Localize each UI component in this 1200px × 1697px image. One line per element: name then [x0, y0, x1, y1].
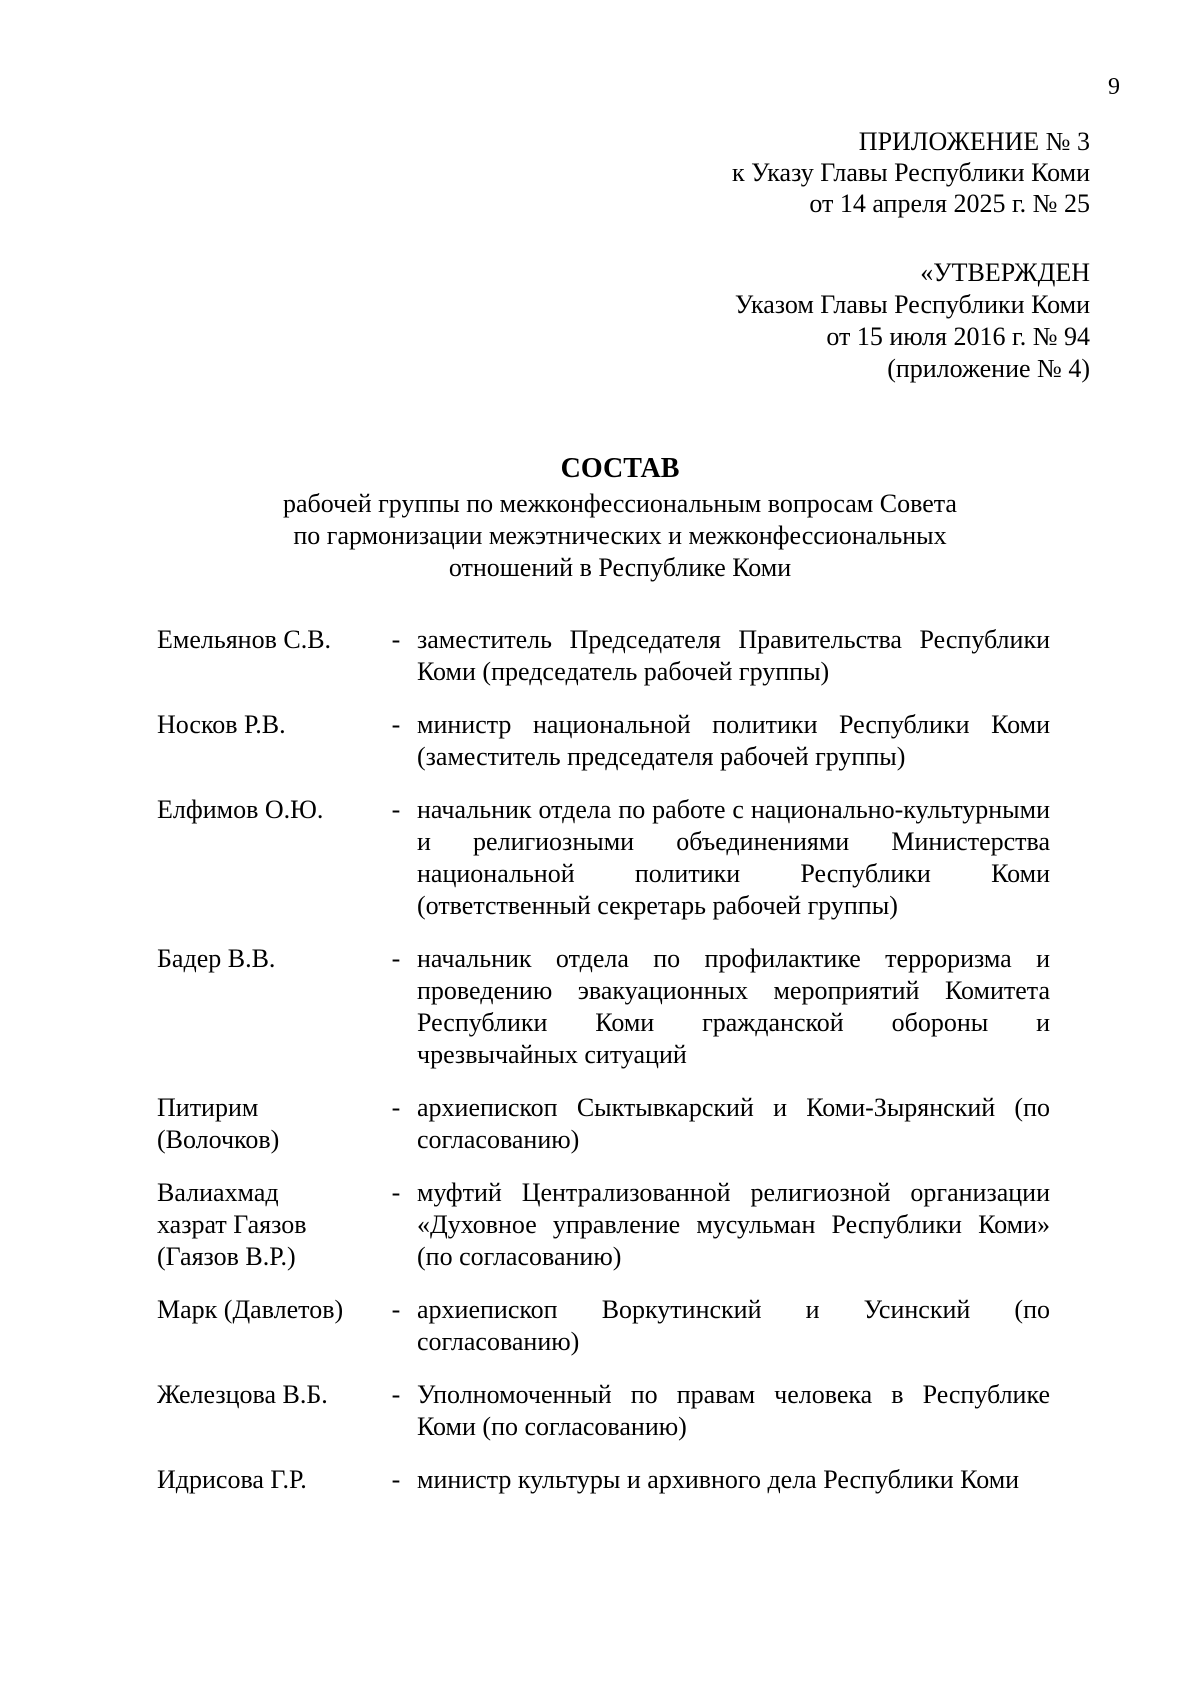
- attachment-decree: к Указу Главы Республики Коми: [732, 158, 1090, 187]
- member-dash: -: [391, 944, 401, 973]
- member-dash: -: [391, 1295, 401, 1324]
- member-name: Идрисова Г.Р.: [157, 1465, 307, 1494]
- approval-date: от 15 июля 2016 г. № 94: [826, 322, 1090, 351]
- member-name: Валиахмад хазрат Гаязов (Гаязов В.Р.): [157, 1178, 307, 1271]
- member-row: [157, 1379, 1050, 1443]
- document-subtitle: [0, 488, 1200, 584]
- member-name: Бадер В.В.: [157, 944, 276, 973]
- approval-decree: Указом Главы Республики Коми: [734, 290, 1090, 319]
- member-row: [157, 1092, 1050, 1156]
- member-name: Елфимов О.Ю.: [157, 795, 324, 824]
- member-role: Уполномоченный по правам человека в Республике Коми (по согласованию): [417, 1380, 1050, 1441]
- member-name: Емельянов С.В.: [157, 625, 332, 654]
- member-role: начальник отдела по работе с национально-культурными и религиозными объединениями Министерства национальной политики Республики Коми (ответственный секретарь рабочей группы): [417, 795, 1050, 920]
- member-dash: -: [391, 625, 401, 654]
- member-row: [157, 1177, 1050, 1273]
- subtitle-line: рабочей группы по межконфессиональным вопросам Совета: [283, 489, 957, 518]
- member-name: Марк (Давлетов): [157, 1295, 344, 1324]
- member-dash: -: [391, 1093, 401, 1122]
- member-row: [157, 794, 1050, 922]
- member-role: министр культуры и архивного дела Республики Коми: [417, 1465, 1020, 1494]
- member-dash: -: [391, 1465, 401, 1494]
- member-row: [157, 943, 1050, 1071]
- members-list: [157, 624, 1050, 1517]
- member-dash: -: [391, 1380, 401, 1409]
- member-row: [157, 1464, 1050, 1496]
- document-title: СОСТАВ: [560, 453, 680, 484]
- member-row: [157, 1294, 1050, 1358]
- member-dash: -: [391, 710, 401, 739]
- subtitle-line: отношений в Республике Коми: [448, 553, 792, 582]
- member-row: [157, 709, 1050, 773]
- member-role: начальник отдела по профилактике терроризма и проведению эвакуационных мероприятий Комитета Республики Коми гражданской обороны и чрезвычайных ситуаций: [417, 944, 1050, 1069]
- approval-header: [735, 257, 1090, 385]
- member-row: [157, 624, 1050, 688]
- member-name: Железцова В.Б.: [157, 1380, 328, 1409]
- member-dash: -: [391, 795, 401, 824]
- approval-title: «УТВЕРЖДЕН: [920, 258, 1090, 287]
- member-role: архиепископ Воркутинский и Усинский (по согласованию): [417, 1295, 1050, 1356]
- member-role: архиепископ Сыктывкарский и Коми-Зырянский (по согласованию): [417, 1093, 1050, 1154]
- attachment-date: от 14 апреля 2025 г. № 25: [809, 189, 1090, 218]
- subtitle-line: по гармонизации межэтнических и межконфессиональных: [293, 521, 947, 550]
- member-role: муфтий Централизованной религиозной организации «Духовное управление мусульман Республики Коми» (по согласованию): [417, 1178, 1050, 1271]
- attachment-header: [732, 126, 1090, 219]
- attachment-title: ПРИЛОЖЕНИЕ № 3: [858, 127, 1090, 156]
- approval-annex: (приложение № 4): [887, 354, 1090, 383]
- member-name: Носков Р.В.: [157, 710, 286, 739]
- page-number: 9: [1108, 74, 1120, 100]
- member-role: министр национальной политики Республики Коми (заместитель председателя рабочей группы): [417, 710, 1050, 771]
- member-name: Питирим (Волочков): [157, 1093, 280, 1154]
- member-role: заместитель Председателя Правительства Республики Коми (председатель рабочей группы): [417, 625, 1050, 686]
- member-dash: -: [391, 1178, 401, 1207]
